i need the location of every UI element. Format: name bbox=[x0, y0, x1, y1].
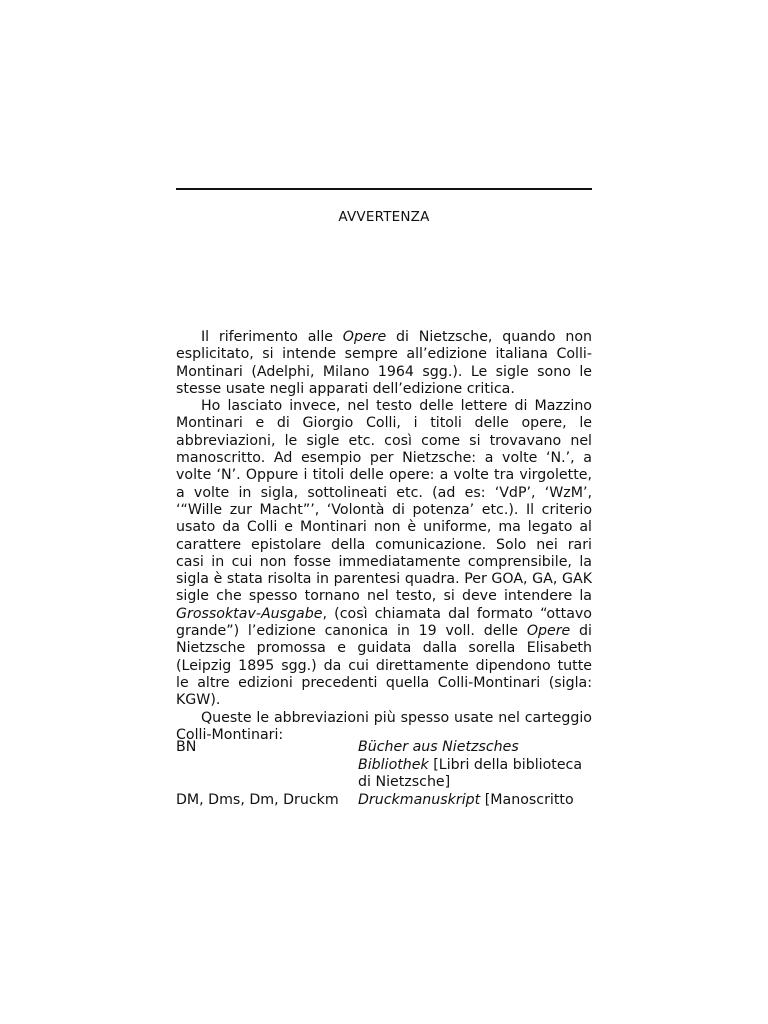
page-title: AVVERTENZA bbox=[338, 209, 430, 225]
paragraph-2-italic-grossoktav: Grossoktav-Ausgabe bbox=[176, 605, 323, 622]
abbreviation-value bbox=[358, 739, 592, 792]
paragraph-2-italic-opere: Opere bbox=[526, 623, 571, 640]
abbreviation-translation: [Manoscritto bbox=[480, 791, 574, 808]
header-rule bbox=[176, 188, 592, 190]
paragraph-1-italic-opere: Opere bbox=[342, 329, 387, 345]
abbreviation-value bbox=[358, 792, 592, 810]
abbreviation-italic-title: Druckmanuskript bbox=[358, 791, 481, 808]
paragraph-2-text-a: Ho lasciato invece, nel testo delle lettere di Mazzino Montinari e di Giorgio Colli, i titoli delle opere, le abbreviazioni, le sigle etc. così come si trovavano nel manoscritto. Ad esempio per Nietzsche: a volte ‘N.’, a volte ‘N’. Oppure i titoli delle opere: a volte tra virgolette, a volte in sigla, sottolineati etc. (ad es: ‘VdP’, ‘WzM’, ‘“Wille zur Macht”’, ‘Volontà di potenza’ etc.). Il criterio usato da Colli e Montinari non è uniforme, ma legato al carattere epistolare della comunicazione. Solo nei rari casi in cui non fosse immediatamente comprensibile, la sigla è stata risolta in parentesi quadra. Per GOA, GA, GAK sigle che spesso tornano nel testo, si deve intendere la bbox=[176, 398, 592, 605]
paragraph-2 bbox=[176, 398, 592, 709]
abbreviation-row bbox=[176, 792, 592, 810]
paragraph-2-text-c: di Nietzsche promossa e guidata dalla sorella Elisabeth (Leipzig 1895 sgg.) da cui direttamente dipendono tutte le altre edizioni precedenti quella Colli-Montinari (sigla: KGW). bbox=[176, 623, 592, 709]
abbreviation-key: DM, Dms, Dm, Druckm bbox=[176, 791, 339, 808]
paragraph-2-text-b: , (così chiamata dal formato “ottavo grande”) l’edizione canonica in 19 voll. delle bbox=[176, 605, 592, 640]
abbreviation-translation: [Libri della biblioteca di Nietzsche] bbox=[358, 756, 583, 790]
abbreviation-key: BN bbox=[176, 739, 197, 755]
abbreviation-italic-title: Bücher aus Nietzsches Bibliothek bbox=[358, 739, 519, 773]
abbreviation-row bbox=[176, 739, 592, 792]
paragraph-1 bbox=[176, 329, 592, 398]
paragraph-1-text-b: di Nietzsche, quando non esplicitato, si intende sempre all’edizione italiana Colli-Montinari (Adelphi, Milano 1964 sgg.). Le sigle sono le stesse usate negli apparati dell’edizione critica. bbox=[176, 329, 592, 397]
abbreviations-list bbox=[176, 739, 592, 809]
paragraph-3-text: Queste le abbreviazioni più spesso usate nel carteggio Colli-Montinari: bbox=[176, 709, 592, 743]
body-text bbox=[176, 329, 592, 744]
paragraph-1-text-a: Il riferimento alle bbox=[201, 329, 343, 345]
